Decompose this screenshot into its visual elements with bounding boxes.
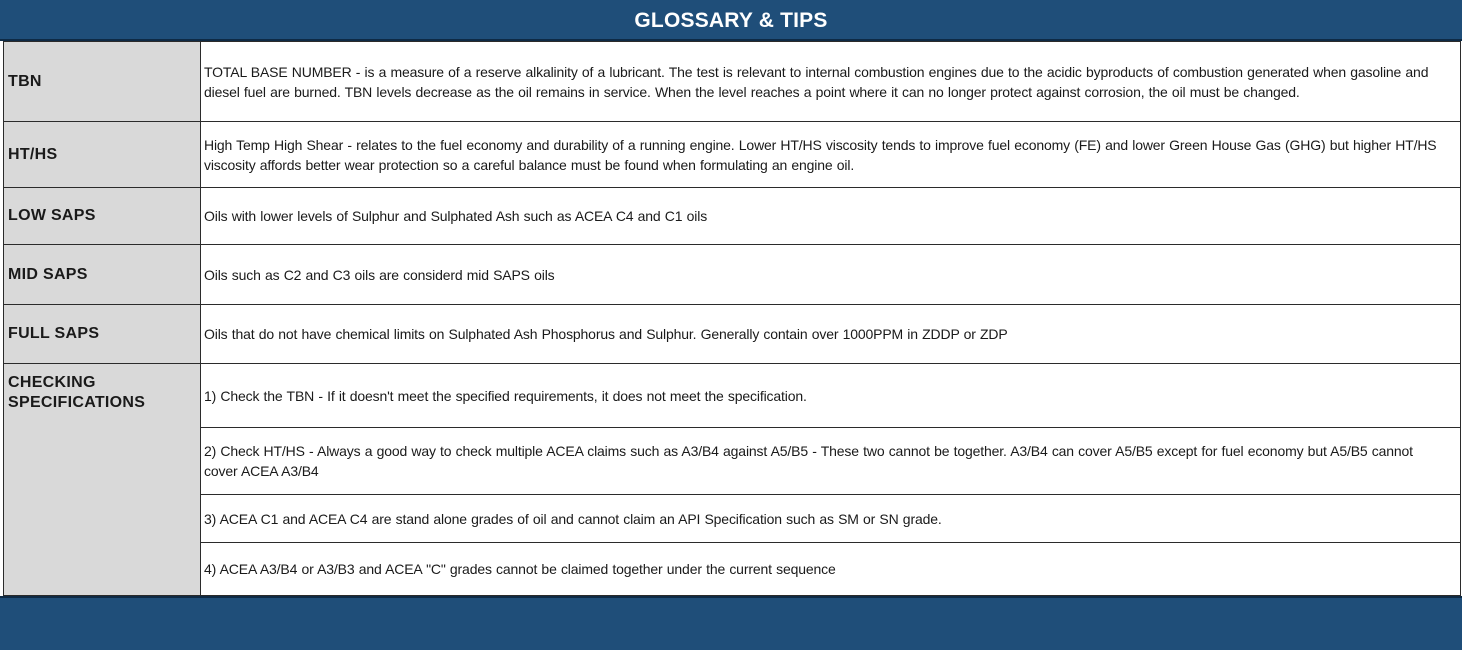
table-row	[4, 428, 1461, 495]
definition-cell: Oils with lower levels of Sulphur and Sulphated Ash such as ACEA C4 and C1 oils	[201, 188, 1461, 245]
checking-specifications-term: CHECKING SPECIFICATIONS	[4, 364, 201, 596]
term-cell: LOW SAPS	[4, 188, 201, 245]
table-row	[4, 495, 1461, 543]
footer-bar	[0, 596, 1462, 650]
tip-cell: 4) ACEA A3/B4 or A3/B3 and ACEA "C" grades cannot be claimed together under the current sequence	[201, 543, 1461, 596]
tip-cell: 3) ACEA C1 and ACEA C4 are stand alone grades of oil and cannot claim an API Specification such as SM or SN grade.	[201, 495, 1461, 543]
term-cell: FULL SAPS	[4, 305, 201, 364]
table-row	[4, 305, 1461, 364]
term-cell: TBN	[4, 42, 201, 122]
definition-cell: High Temp High Shear - relates to the fuel economy and durability of a running engine. Lower HT/HS viscosity tends to improve fuel economy (FE) and lower Green House Gas (GHG) but higher HT/HS viscosity affords better wear protection so a careful balance must be found when formulating an engine oil.	[201, 122, 1461, 188]
definition-cell: TOTAL BASE NUMBER - is a measure of a reserve alkalinity of a lubricant. The test is relevant to internal combustion engines due to the acidic byproducts of combustion generated when gasoline and diesel fuel are burned. TBN levels decrease as the oil remains in service. When the level reaches a point where it can no longer protect against corrosion, the oil must be changed.	[201, 42, 1461, 122]
table-row	[4, 364, 1461, 428]
table-row	[4, 245, 1461, 305]
tip-cell: 1) Check the TBN - If it doesn't meet the specified requirements, it does not meet the specification.	[201, 364, 1461, 428]
glossary-table	[3, 41, 1461, 596]
page-title: GLOSSARY & TIPS	[0, 0, 1462, 41]
definition-cell: Oils such as C2 and C3 oils are considerd mid SAPS oils	[201, 245, 1461, 305]
tip-cell: 2) Check HT/HS - Always a good way to check multiple ACEA claims such as A3/B4 against A5/B5 - These two cannot be together. A3/B4 can cover A5/B5 except for fuel economy but A5/B5 cannot cover ACEA A3/B4	[201, 428, 1461, 495]
table-row	[4, 543, 1461, 596]
table-row	[4, 42, 1461, 122]
term-cell: MID SAPS	[4, 245, 201, 305]
table-row	[4, 188, 1461, 245]
table-row	[4, 122, 1461, 188]
term-cell: HT/HS	[4, 122, 201, 188]
definition-cell: Oils that do not have chemical limits on Sulphated Ash Phosphorus and Sulphur. Generally contain over 1000PPM in ZDDP or ZDP	[201, 305, 1461, 364]
